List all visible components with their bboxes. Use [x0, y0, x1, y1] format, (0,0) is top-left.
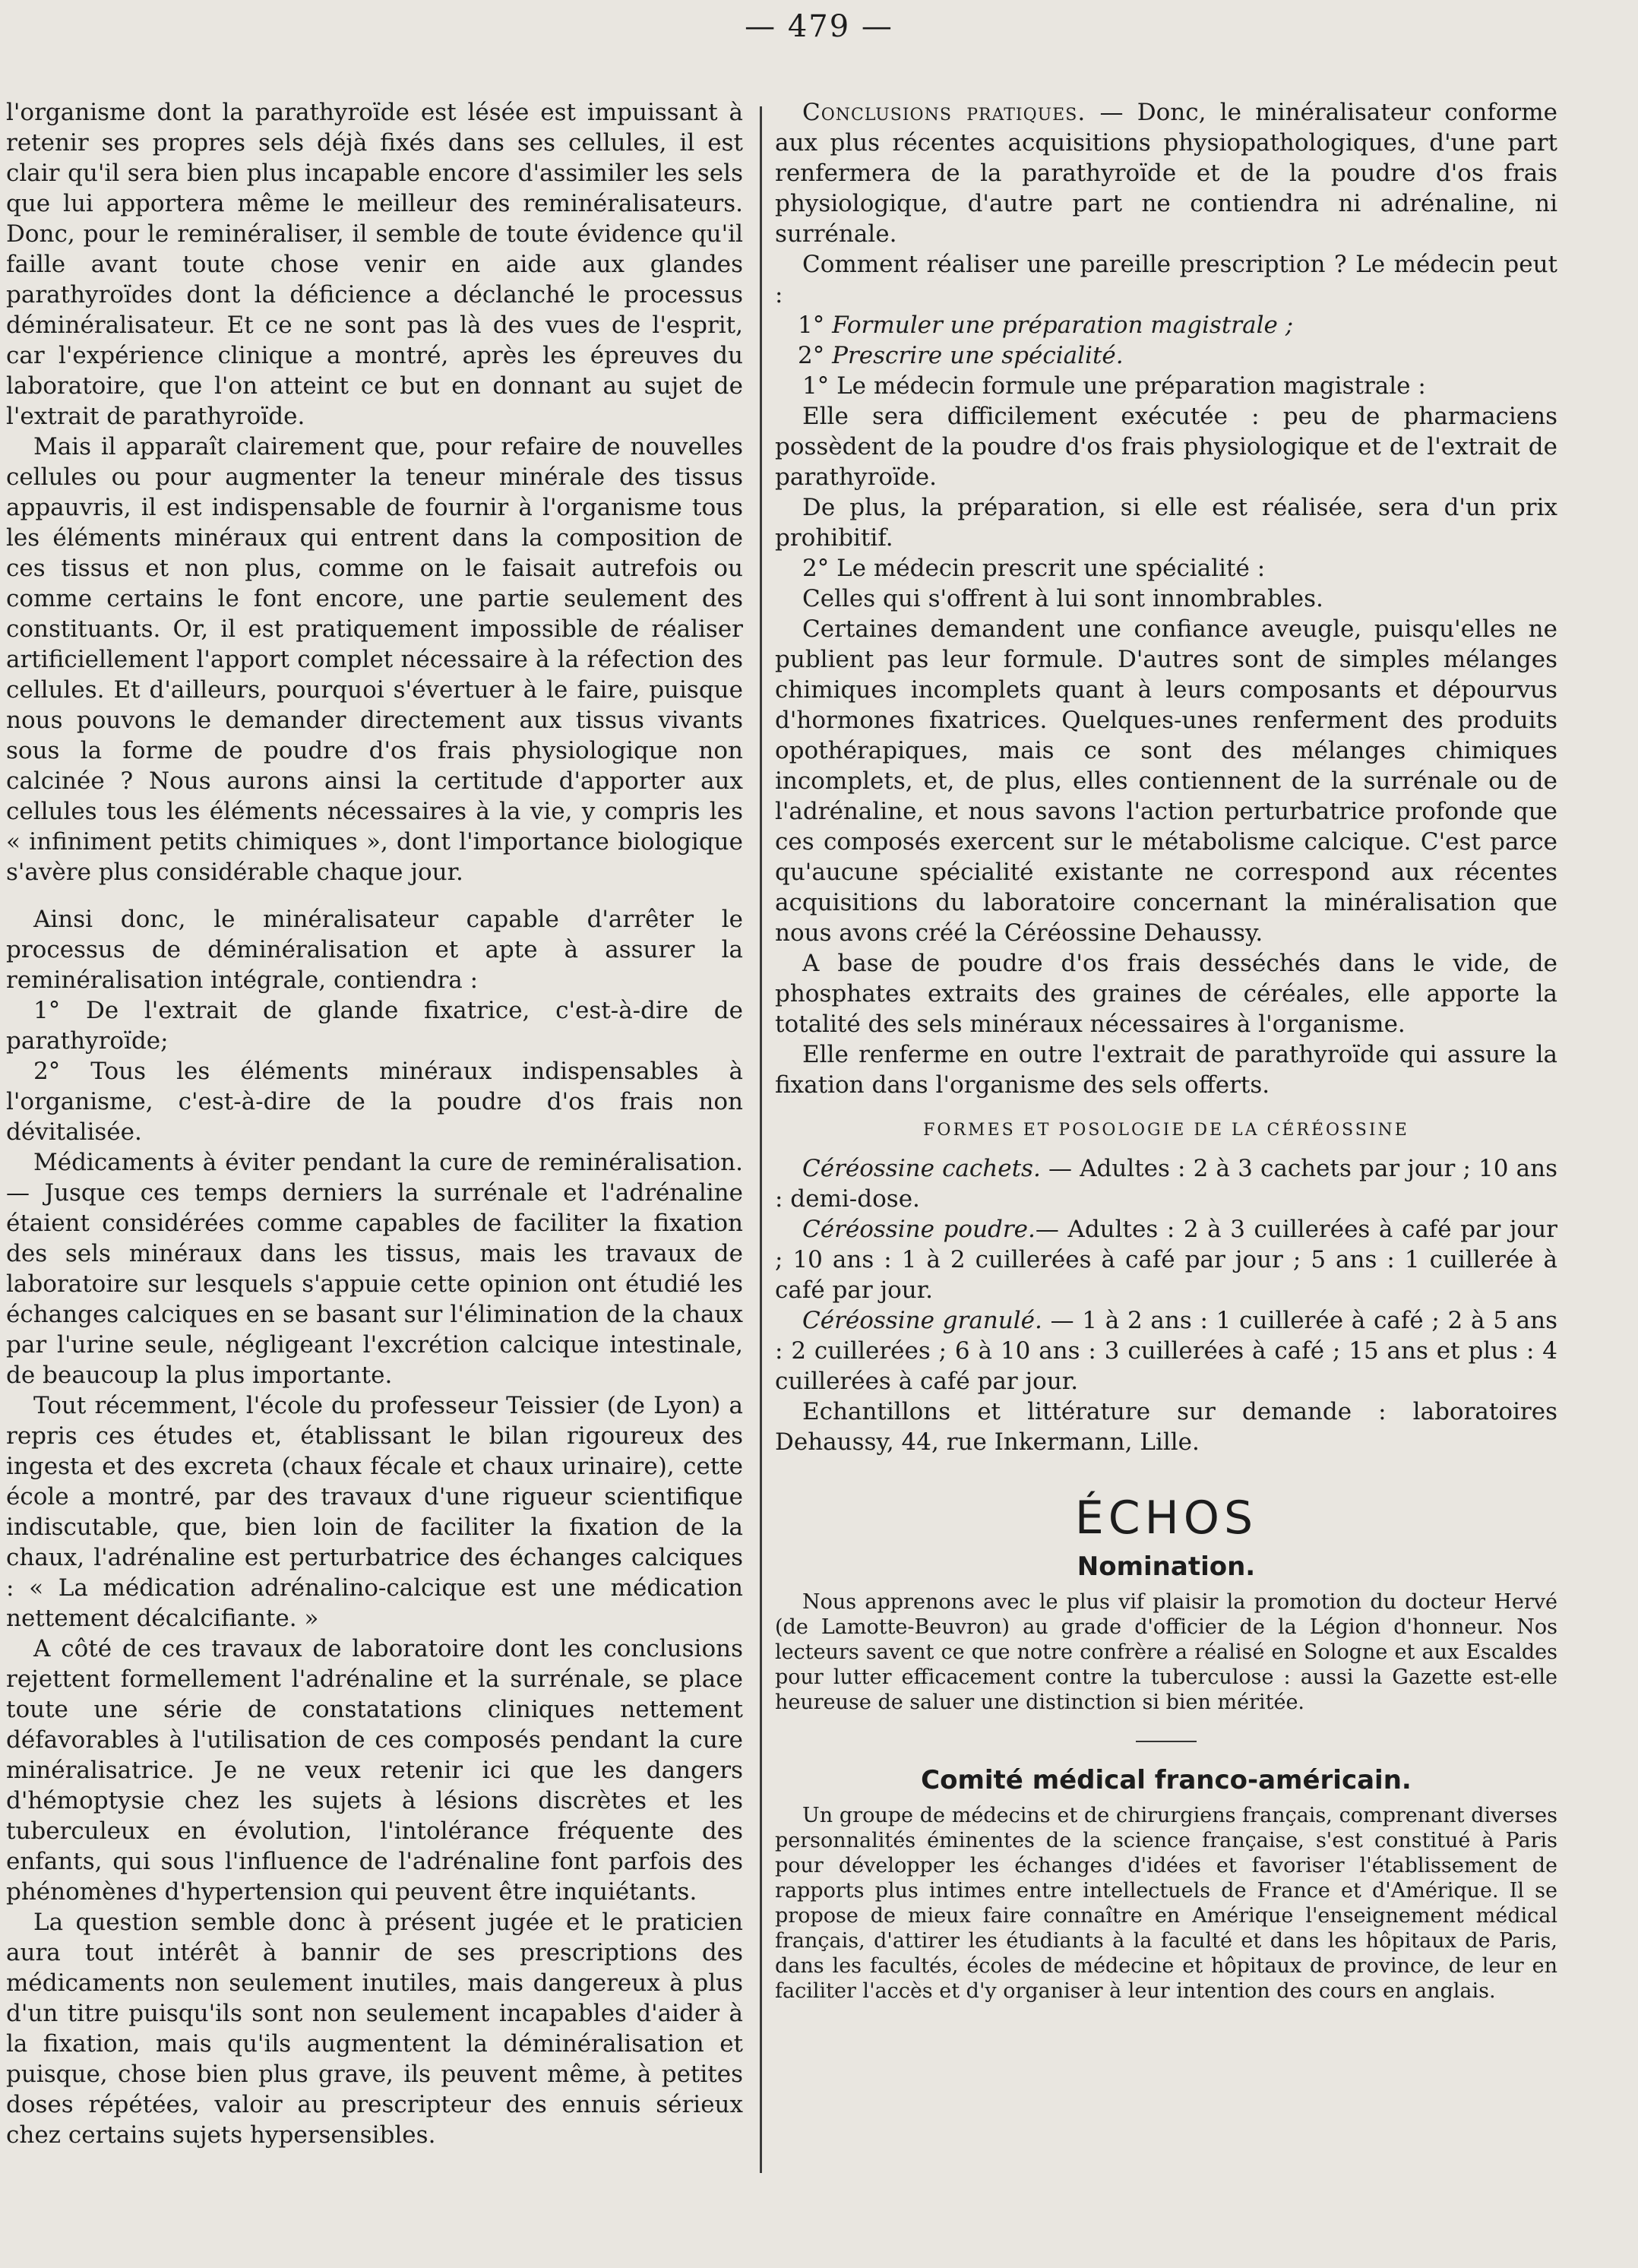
paragraph-ainsi-donc: Ainsi donc, le minéralisateur capable d'arrêter le processus de déminéralisation et apte à assurer la reminéralisation intégrale, contiendra :	[6, 906, 743, 994]
paragraph-mineraux: Mais il apparaît clairement que, pour refaire de nouvelles cellules ou pour augmenter la teneur minérale des tissus appauvris, il est indispensable de fournir à l'organisme tous les éléments minéraux qui entrent dans la composition de ces tissus et non plus, comme on le faisait autrefois ou comme certains le font encore, une partie seulement des constituants. Or, il est pratiquement impossible de réaliser artificiellement l'apport complet nécessaire à la réfection des cellules. Et d'ailleurs, pourquoi s'évertuer à le faire, puisque nous pouvons le demander directement aux tissus vivants sous la forme de poudre d'os frais physiologique non calcinée ? Nous aurons ainsi la certitude d'apporter aux cellules tous les éléments nécessaires à la vie, y compris les « infiniment petits chimiques », dont l'importance biologique s'avère plus considérable chaque jour.	[6, 433, 743, 886]
paragraph-elle-sera: Elle sera difficilement exécutée : peu de pharmaciens possèdent de la poudre d'os frais physiologique et de l'extrait de parathyroïde.	[775, 403, 1557, 491]
left-column	[6, 97, 743, 2150]
paragraph-echantillons: Echantillons et littérature sur demande : laboratoires Dehaussy, 44, rue Inkermann, Lille.	[775, 1398, 1557, 1456]
section-rule	[1136, 1741, 1197, 1742]
dosage-name: Céréossine poudre.	[802, 1216, 1036, 1243]
paragraph-comment: Comment réaliser une pareille prescription ? Le médecin peut :	[775, 251, 1557, 308]
paragraph-conclusions	[775, 97, 1557, 249]
paragraph-medicaments: Médicaments à éviter pendant la cure de reminéralisation. — Jusque ces temps derniers la surrénale et l'adrénaline étaient considérées comme capables de faciliter la fixation des sels minéraux dans les tissus, mais les travaux de laboratoire sur lesquels s'appuie cette opinion ont étudié les échanges calciques en se basant sur l'élimination de la chaux par l'urine seule, négligeant l'excrétion calcique intestinale, de beaucoup la plus importante.	[6, 1149, 743, 1389]
dosage-text: — 1 à 2 ans : 1 cuillerée à café ; 2 à 5 ans : 2 cuillerées ; 6 à 10 ans : 3 cuillerées à café ; 15 ans et plus : 4 cuillerées à café par jour.	[775, 1307, 1558, 1395]
paragraph-magistrale: 1° Le médecin formule une préparation magistrale :	[802, 372, 1426, 400]
list-number: 2°	[798, 342, 833, 369]
comite-text: Un groupe de médecins et de chirurgiens français, comprenant diverses personnalités éminentes de la science française, s'est constitué à Paris pour développer les échanges d'idées et favoriser l'établissement de rapports plus intimes entre intellectuels de France et d'Amérique. Il se propose de mieux faire connaître en Amérique l'enseignement médical français, d'attirer les étudiants à la faculté et dans les hôpitaux de Paris, dans les facultés, écoles de médecine et hôpitaux de province, de leur en faciliter l'accès et d'y organiser à leur intention des cours en anglais.	[775, 1804, 1557, 2003]
page-number: — 479 —	[745, 9, 893, 44]
formes-heading: FORMES ET POSOLOGIE DE LA CÉRÉOSSINE	[923, 1121, 1409, 1140]
echos-title: ÉCHOS	[1074, 1491, 1258, 1545]
list-text: Prescrire une spécialité.	[832, 342, 1124, 369]
paragraph-celles: Celles qui s'offrent à lui sont innombrables.	[802, 585, 1323, 612]
list-item-elements: 2° Tous les éléments minéraux indispensables à l'organisme, c'est-à-dire de la poudre d'os frais non dévitalisée.	[6, 1058, 743, 1146]
dosage-cachets	[775, 1153, 1557, 1214]
nomination-text: Nous apprenons avec le plus vif plaisir la promotion du docteur Hervé (de Lamotte-Beuvron) au grade d'officier de la Légion d'honneur. Nos lecteurs savent ce que notre confrère a réalisé en Sologne et aux Escaldes pour lutter efficacement contre la tuberculose : aussi la Gazette est-elle heureuse de saluer une distinction si bien méritée.	[775, 1590, 1557, 1714]
conclusions-text: — Donc, le minéralisateur conforme aux plus récentes acquisitions physiopathologiques, d'une part renfermera de la parathyroïde et de la poudre d'os frais physiologique, d'autre part ne contiendra ni adrénaline, ni surrénale.	[775, 99, 1557, 248]
nomination-title: Nomination.	[1077, 1552, 1256, 1582]
paragraph-certaines: Certaines demandent une confiance aveugle, puisqu'elles ne publient pas leur formule. D'autres sont de simples mélanges chimiques incomplets quant à leurs composants et dépourvus d'hormones fixatrices. Quelques-unes renferment des produits opothérapiques, mais ce sont des mélanges chimiques incomplets, et, de plus, elles contiennent de la surrénale ou de l'adrénaline, et nous savons l'action perturbatrice profonde que ces composés exercent sur le métabolisme calcique. C'est parce qu'aucune spécialité existante ne correspond aux récentes acquisitions du laboratoire concernant la minéralisation que nous avons créé la Céréossine Dehaussy.	[775, 615, 1557, 947]
dosage-name: Céréossine cachets.	[802, 1155, 1041, 1182]
list-item-formuler	[775, 310, 1557, 340]
paragraph-specialite: 2° Le médecin prescrit une spécialité :	[802, 555, 1266, 582]
list-item-prescrire	[775, 340, 1557, 371]
paragraph-teissier: Tout récemment, l'école du professeur Teissier (de Lyon) a repris ces études et, établissant le bilan rigoureux des ingesta et des excreta (chaux fécale et chaux urinaire), cette école a montré, par des travaux d'une rigueur scientifique indiscutable, que, bien loin de faciliter la fixation de la chaux, l'adrénaline est perturbatrice des échanges calciques : « La médication adrénalino-calcique est une médication nettement décalcifiante. »	[6, 1392, 743, 1632]
column-divider	[760, 106, 762, 2173]
dosage-text: — Adultes : 2 à 3 cuillerées à café par jour ; 10 ans : 1 à 2 cuillerées à café par jour ; 5 ans : 1 cuillerée à café par jour.	[775, 1216, 1557, 1304]
comite-title: Comité médical franco-américain.	[921, 1765, 1412, 1795]
paragraph-question: La question semble donc à présent jugée et le praticien aura tout intérêt à bannir de ses prescriptions des médicaments non seulement inutiles, mais dangereux à plus d'un titre puisqu'ils sont non seulement incapables d'aider à la fixation, mais qu'ils augmentent la déminéralisation et puisque, chose bien plus grave, ils peuvent même, à petites doses répétées, valoir au prescripteur des ennuis sérieux chez certains sujets hypersensibles.	[6, 1909, 743, 2149]
paragraph-a-cote: A côté de ces travaux de laboratoire dont les conclusions rejettent formellement l'adrénaline et la surrénale, se place toute une série de constatations cliniques nettement défavorables à l'utilisation de ces composés pendant la cure minéralisatrice. Je ne veux retenir ici que les dangers d'hémoptysie chez les sujets à lésions discrètes et les tuberculeux en évolution, l'intolérance fréquente des enfants, qui sous l'influence de l'adrénaline font parfois des phénomènes d'hypertension qui peuvent être inquiétants.	[6, 1635, 743, 1906]
paragraph-prix: De plus, la préparation, si elle est réalisée, sera d'un prix prohibitif.	[775, 494, 1557, 552]
paragraph-renferme: Elle renferme en outre l'extrait de parathyroïde qui assure la fixation dans l'organisme des sels offerts.	[775, 1041, 1557, 1099]
dosage-granule	[775, 1305, 1557, 1397]
paragraph-parathyroide: l'organisme dont la parathyroïde est lésée est impuissant à retenir ses propres sels déjà fixés dans ses cellules, il est clair qu'il sera bien plus incapable encore d'assimiler les sels que lui apportera même le meilleur des reminéralisateurs. Donc, pour le reminéraliser, il semble de toute évidence qu'il faille avant toute chose venir en aide aux glandes parathyroïdes dont la déficience a déclanché le processus déminéralisateur. Et ce ne sont pas là des vues de l'esprit, car l'expérience clinique a montré, après les épreuves du laboratoire, que l'on atteint ce but en donnant au sujet de l'extrait de parathyroïde.	[6, 99, 743, 430]
list-number: 1°	[798, 312, 833, 339]
list-text: Formuler une préparation magistrale ;	[832, 312, 1294, 339]
right-column	[775, 97, 1557, 2004]
dosage-text: — Adultes : 2 à 3 cachets par jour ; 10 ans : demi-dose.	[775, 1155, 1557, 1213]
dosage-name: Céréossine granulé.	[802, 1307, 1042, 1334]
list-item-extrait: 1° De l'extrait de glande fixatrice, c'est-à-dire de parathyroïde;	[6, 997, 743, 1055]
dosage-poudre	[775, 1214, 1557, 1305]
paragraph-base: A base de poudre d'os frais desséchés dans le vide, de phosphates extraits des graines de céréales, elle apporte la totalité des sels minéraux nécessaires à l'organisme.	[775, 950, 1557, 1038]
conclusions-label: Conclusions pratiques.	[802, 99, 1086, 126]
